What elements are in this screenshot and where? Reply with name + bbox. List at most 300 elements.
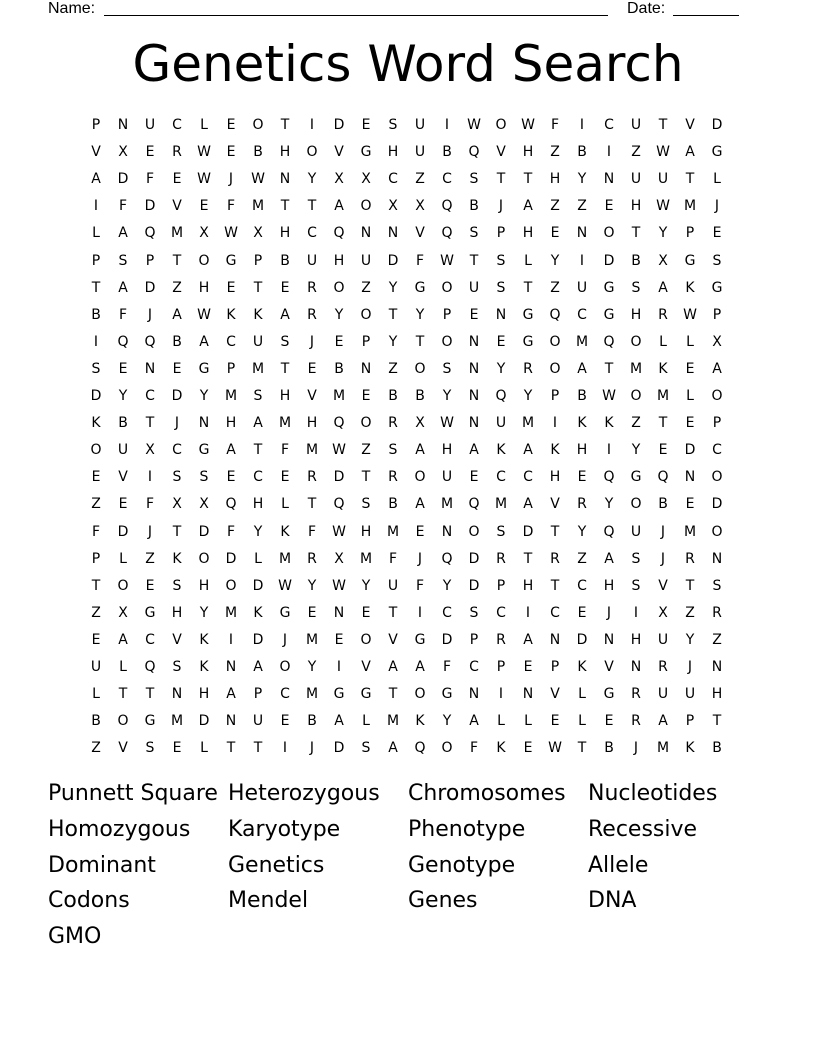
grid-letter: Y: [442, 388, 452, 404]
grid-letter: K: [199, 659, 209, 675]
grid-letter: I: [228, 631, 234, 648]
grid-letter: D: [144, 198, 156, 215]
grid-letter: V: [172, 631, 182, 648]
grid-letter: T: [523, 550, 533, 567]
grid-letter: G: [198, 442, 210, 459]
grid-letter: D: [144, 279, 156, 296]
grid-letter: T: [388, 686, 398, 703]
grid-letter: G: [414, 631, 426, 648]
grid-letter: J: [228, 171, 234, 188]
grid-letter: E: [685, 496, 695, 513]
grid-letter: W: [332, 442, 346, 459]
grid-letter: M: [386, 523, 400, 540]
grid-letter: I: [93, 198, 99, 215]
grid-letter: Y: [253, 523, 263, 540]
grid-letter: Y: [199, 604, 209, 621]
grid-letter: S: [712, 252, 722, 269]
grid-letter: E: [280, 279, 290, 296]
grid-letter: A: [658, 279, 668, 296]
grid-letter: E: [172, 360, 182, 377]
grid-letter: Y: [307, 577, 317, 594]
grid-letter: W: [251, 171, 265, 188]
grid-letter: K: [685, 279, 695, 296]
grid-letter: M: [683, 198, 697, 215]
grid-letter: T: [253, 279, 263, 296]
grid-letter: Y: [523, 388, 533, 404]
grid-letter: E: [469, 469, 479, 486]
grid-letter: M: [251, 360, 265, 377]
grid-letter: N: [603, 171, 615, 188]
grid-letter: K: [577, 415, 587, 432]
grid-letter: E: [658, 442, 668, 459]
grid-letter: Y: [577, 523, 587, 540]
grid-letter: P: [469, 631, 479, 648]
grid-letter: X: [172, 496, 182, 513]
word-list-item: Dominant: [48, 852, 156, 878]
grid-letter: K: [226, 306, 236, 323]
grid-letter: L: [362, 713, 370, 730]
grid-letter: A: [280, 306, 290, 323]
grid-letter: Q: [225, 496, 237, 513]
grid-letter: Z: [91, 496, 101, 513]
grid-letter: L: [524, 252, 532, 269]
grid-letter: E: [550, 713, 560, 730]
grid-letter: T: [658, 117, 668, 133]
grid-letter: Z: [91, 604, 101, 621]
grid-letter: I: [525, 604, 531, 621]
grid-letter: G: [333, 686, 345, 703]
grid-letter: V: [496, 144, 506, 161]
grid-letter: S: [388, 442, 398, 459]
grid-letter: L: [200, 117, 208, 133]
grid-letter: J: [174, 415, 180, 432]
grid-letter: F: [388, 550, 398, 567]
grid-letter: P: [442, 306, 452, 323]
grid-letter: H: [711, 686, 723, 703]
grid-letter: K: [253, 604, 263, 621]
grid-letter: A: [199, 333, 209, 350]
grid-letter: I: [606, 144, 612, 161]
grid-letter: Y: [496, 360, 506, 377]
grid-letter: M: [521, 415, 535, 432]
grid-letter: O: [630, 388, 642, 404]
grid-letter: I: [93, 333, 99, 350]
grid-letter: A: [253, 659, 263, 675]
grid-letter: B: [172, 333, 182, 350]
grid-letter: B: [604, 740, 614, 757]
grid-letter: L: [119, 550, 127, 567]
grid-letter: B: [469, 198, 479, 215]
grid-letter: T: [631, 225, 641, 242]
grid-letter: A: [334, 198, 344, 215]
grid-letter: B: [712, 740, 722, 757]
grid-letter: J: [309, 333, 315, 350]
grid-letter: V: [118, 740, 128, 757]
grid-letter: Y: [577, 171, 587, 188]
grid-letter: R: [388, 415, 398, 432]
grid-letter: Y: [550, 252, 560, 269]
grid-letter: M: [251, 198, 265, 215]
grid-letter: Y: [685, 631, 695, 648]
grid-letter: M: [656, 740, 670, 757]
grid-letter: J: [498, 198, 504, 215]
grid-letter: D: [333, 469, 345, 486]
grid-letter: J: [309, 740, 315, 757]
grid-letter: X: [253, 225, 263, 242]
grid-letter: C: [469, 659, 479, 675]
grid-letter: C: [523, 469, 533, 486]
grid-letter: H: [630, 198, 642, 215]
grid-letter: X: [361, 171, 371, 188]
grid-letter: H: [387, 144, 399, 161]
grid-letter: I: [309, 117, 315, 133]
grid-letter: O: [198, 252, 210, 269]
grid-letter: K: [685, 740, 695, 757]
grid-letter: O: [360, 631, 372, 648]
grid-letter: P: [253, 252, 263, 269]
grid-letter: S: [388, 117, 398, 133]
grid-letter: U: [252, 333, 264, 350]
grid-letter: V: [658, 577, 668, 594]
grid-letter: N: [387, 225, 399, 242]
grid-letter: B: [415, 388, 425, 404]
grid-letter: U: [657, 631, 669, 648]
grid-letter: L: [254, 550, 262, 567]
grid-letter: R: [658, 659, 668, 675]
grid-letter: O: [468, 523, 480, 540]
grid-letter: C: [496, 469, 506, 486]
grid-letter: G: [279, 604, 291, 621]
grid-letter: G: [144, 604, 156, 621]
grid-letter: G: [441, 686, 453, 703]
grid-letter: G: [225, 252, 237, 269]
grid-letter: E: [712, 225, 722, 242]
grid-letter: N: [468, 415, 480, 432]
grid-letter: T: [388, 306, 398, 323]
grid-letter: D: [387, 252, 399, 269]
grid-letter: X: [199, 496, 209, 513]
grid-letter: B: [118, 415, 128, 432]
grid-letter: O: [630, 496, 642, 513]
grid-letter: E: [145, 144, 155, 161]
grid-letter: R: [658, 306, 668, 323]
grid-letter: E: [469, 306, 479, 323]
grid-letter: H: [441, 442, 453, 459]
grid-letter: M: [170, 713, 184, 730]
grid-letter: F: [307, 523, 317, 540]
grid-letter: K: [199, 631, 209, 648]
grid-letter: U: [630, 117, 642, 133]
grid-letter: R: [631, 686, 641, 703]
grid-letter: J: [687, 659, 693, 675]
grid-letter: T: [307, 198, 317, 215]
grid-letter: C: [577, 577, 587, 594]
grid-letter: C: [307, 225, 317, 242]
grid-letter: R: [307, 469, 317, 486]
grid-letter: D: [711, 117, 723, 133]
grid-letter: Z: [631, 415, 641, 432]
grid-letter: U: [657, 171, 669, 188]
grid-letter: P: [91, 252, 101, 269]
grid-letter: O: [333, 279, 345, 296]
grid-letter: E: [685, 415, 695, 432]
grid-letter: T: [280, 198, 290, 215]
grid-letter: W: [656, 144, 670, 161]
grid-letter: H: [252, 496, 264, 513]
grid-letter: B: [631, 252, 641, 269]
grid-letter: G: [711, 144, 723, 161]
grid-letter: Z: [361, 279, 371, 296]
grid-letter: E: [91, 469, 101, 486]
grid-letter: E: [604, 713, 614, 730]
grid-letter: R: [550, 550, 560, 567]
grid-letter: W: [440, 252, 454, 269]
grid-letter: F: [415, 577, 425, 594]
grid-letter: Q: [468, 496, 480, 513]
grid-letter: V: [91, 144, 101, 161]
grid-letter: O: [549, 333, 561, 350]
grid-letter: O: [711, 388, 723, 404]
grid-letter: R: [685, 550, 695, 567]
grid-letter: J: [147, 306, 153, 323]
grid-letter: R: [712, 604, 722, 621]
grid-letter: D: [576, 631, 588, 648]
grid-letter: T: [523, 171, 533, 188]
grid-letter: B: [388, 388, 398, 404]
grid-letter: A: [118, 631, 128, 648]
grid-letter: M: [359, 550, 373, 567]
grid-letter: O: [711, 469, 723, 486]
grid-letter: P: [712, 306, 722, 323]
grid-letter: O: [90, 442, 102, 459]
grid-letter: H: [198, 577, 210, 594]
grid-letter: F: [550, 117, 560, 133]
grid-letter: A: [658, 713, 668, 730]
grid-letter: C: [442, 171, 452, 188]
grid-letter: Y: [658, 225, 668, 242]
grid-letter: B: [307, 713, 317, 730]
grid-letter: M: [575, 333, 589, 350]
grid-letter: R: [307, 279, 317, 296]
grid-letter: B: [91, 713, 101, 730]
grid-letter: P: [253, 686, 263, 703]
grid-letter: K: [496, 740, 506, 757]
grid-letter: O: [117, 577, 129, 594]
grid-letter: P: [685, 713, 695, 730]
grid-letter: R: [496, 631, 506, 648]
grid-letter: W: [602, 388, 616, 404]
grid-letter: K: [550, 442, 560, 459]
grid-letter: E: [91, 631, 101, 648]
grid-letter: X: [388, 198, 398, 215]
grid-letter: W: [197, 306, 211, 323]
grid-letter: V: [118, 469, 128, 486]
grid-letter: G: [522, 333, 534, 350]
grid-letter: Y: [199, 388, 209, 404]
grid-letter: T: [172, 523, 182, 540]
grid-letter: N: [495, 306, 507, 323]
grid-letter: M: [332, 388, 346, 404]
grid-letter: L: [686, 333, 694, 350]
grid-letter: L: [686, 388, 694, 404]
grid-letter: T: [388, 604, 398, 621]
grid-letter: A: [334, 713, 344, 730]
grid-letter: C: [172, 117, 182, 133]
grid-letter: N: [630, 659, 642, 675]
grid-letter: E: [199, 198, 209, 215]
word-list-item: Chromosomes: [408, 781, 566, 806]
grid-letter: P: [550, 659, 560, 675]
grid-letter: X: [415, 198, 425, 215]
word-list-item: Allele: [588, 852, 649, 878]
grid-letter: T: [118, 686, 128, 703]
grid-letter: Q: [414, 740, 426, 757]
grid-letter: H: [522, 577, 534, 594]
grid-letter: K: [253, 306, 263, 323]
grid-letter: E: [226, 144, 236, 161]
grid-letter: N: [468, 686, 480, 703]
grid-letter: U: [90, 659, 102, 675]
grid-letter: S: [172, 469, 182, 486]
grid-letter: A: [388, 659, 398, 675]
grid-letter: Z: [361, 442, 371, 459]
word-list-item: Nucleotides: [588, 781, 718, 806]
grid-letter: D: [198, 713, 210, 730]
grid-letter: S: [91, 360, 101, 377]
grid-letter: T: [550, 577, 560, 594]
grid-letter: M: [224, 604, 238, 621]
grid-letter: Z: [550, 144, 560, 161]
grid-letter: N: [198, 415, 210, 432]
grid-letter: M: [494, 496, 508, 513]
grid-letter: E: [415, 523, 425, 540]
grid-letter: S: [496, 252, 506, 269]
grid-letter: X: [658, 604, 668, 621]
word-list-item: Genotype: [408, 852, 516, 878]
grid-letter: C: [145, 388, 155, 404]
grid-letter: N: [468, 333, 480, 350]
grid-letter: J: [282, 631, 288, 648]
grid-letter: I: [606, 442, 612, 459]
grid-letter: C: [226, 333, 236, 350]
grid-letter: C: [442, 604, 452, 621]
grid-letter: Y: [415, 306, 425, 323]
grid-letter: Z: [91, 740, 101, 757]
grid-letter: W: [683, 306, 697, 323]
grid-letter: T: [91, 577, 101, 594]
grid-letter: P: [226, 360, 236, 377]
word-list-item: GMO: [48, 924, 102, 950]
grid-letter: T: [550, 523, 560, 540]
grid-letter: P: [685, 225, 695, 242]
grid-letter: M: [224, 388, 238, 404]
grid-letter: E: [604, 198, 614, 215]
grid-letter: W: [197, 171, 211, 188]
word-list-item: Heterozygous: [228, 781, 380, 806]
grid-letter: S: [469, 604, 479, 621]
date-label: Date:: [627, 0, 666, 17]
grid-letter: W: [467, 117, 481, 133]
grid-letter: D: [198, 523, 210, 540]
grid-letter: K: [604, 415, 614, 432]
grid-letter: V: [415, 225, 425, 242]
grid-letter: D: [603, 252, 615, 269]
grid-letter: Q: [333, 496, 345, 513]
grid-letter: P: [91, 117, 101, 133]
grid-letter: R: [631, 713, 641, 730]
grid-letter: N: [441, 523, 453, 540]
grid-letter: K: [415, 713, 425, 730]
grid-letter: S: [361, 496, 371, 513]
grid-letter: U: [144, 117, 156, 133]
grid-letter: H: [522, 144, 534, 161]
grid-letter: S: [172, 659, 182, 675]
grid-letter: O: [711, 523, 723, 540]
grid-letter: H: [333, 252, 345, 269]
grid-letter: I: [498, 686, 504, 703]
grid-letter: U: [630, 523, 642, 540]
grid-letter: C: [172, 442, 182, 459]
grid-letter: R: [307, 306, 317, 323]
grid-letter: H: [576, 442, 588, 459]
grid-letter: M: [170, 225, 184, 242]
grid-letter: Y: [307, 171, 317, 188]
grid-letter: Y: [442, 713, 452, 730]
word-list-item: Recessive: [588, 816, 698, 842]
grid-letter: H: [630, 631, 642, 648]
grid-letter: O: [225, 577, 237, 594]
grid-letter: D: [117, 171, 129, 188]
grid-letter: W: [548, 740, 562, 757]
grid-letter: W: [197, 144, 211, 161]
grid-letter: H: [279, 225, 291, 242]
grid-letter: F: [118, 306, 128, 323]
grid-letter: A: [577, 360, 587, 377]
grid-letter: K: [577, 659, 587, 675]
grid-letter: T: [361, 469, 371, 486]
grid-letter: W: [278, 577, 292, 594]
grid-letter: S: [199, 469, 209, 486]
grid-letter: J: [660, 523, 666, 540]
grid-letter: G: [414, 279, 426, 296]
grid-letter: J: [633, 740, 639, 757]
grid-letter: R: [523, 360, 533, 377]
grid-letter: G: [522, 306, 534, 323]
grid-letter: Z: [685, 604, 695, 621]
grid-letter: O: [603, 225, 615, 242]
page-title: Genetics Word Search: [132, 35, 684, 93]
grid-letter: G: [603, 686, 615, 703]
grid-letter: D: [171, 388, 183, 404]
grid-letter: T: [604, 360, 614, 377]
grid-letter: C: [604, 117, 614, 133]
grid-letter: L: [92, 225, 100, 242]
grid-letter: Q: [441, 198, 453, 215]
grid-letter: S: [469, 171, 479, 188]
grid-letter: O: [117, 713, 129, 730]
grid-letter: V: [361, 659, 371, 675]
grid-letter: O: [495, 117, 507, 133]
grid-letter: C: [280, 686, 290, 703]
grid-letter: A: [226, 686, 236, 703]
grid-letter: Z: [550, 198, 560, 215]
grid-letter: E: [307, 360, 317, 377]
grid-letter: T: [172, 252, 182, 269]
grid-letter: Q: [603, 523, 615, 540]
grid-letter: W: [521, 117, 535, 133]
grid-letter: Z: [172, 279, 182, 296]
grid-letter: S: [631, 550, 641, 567]
